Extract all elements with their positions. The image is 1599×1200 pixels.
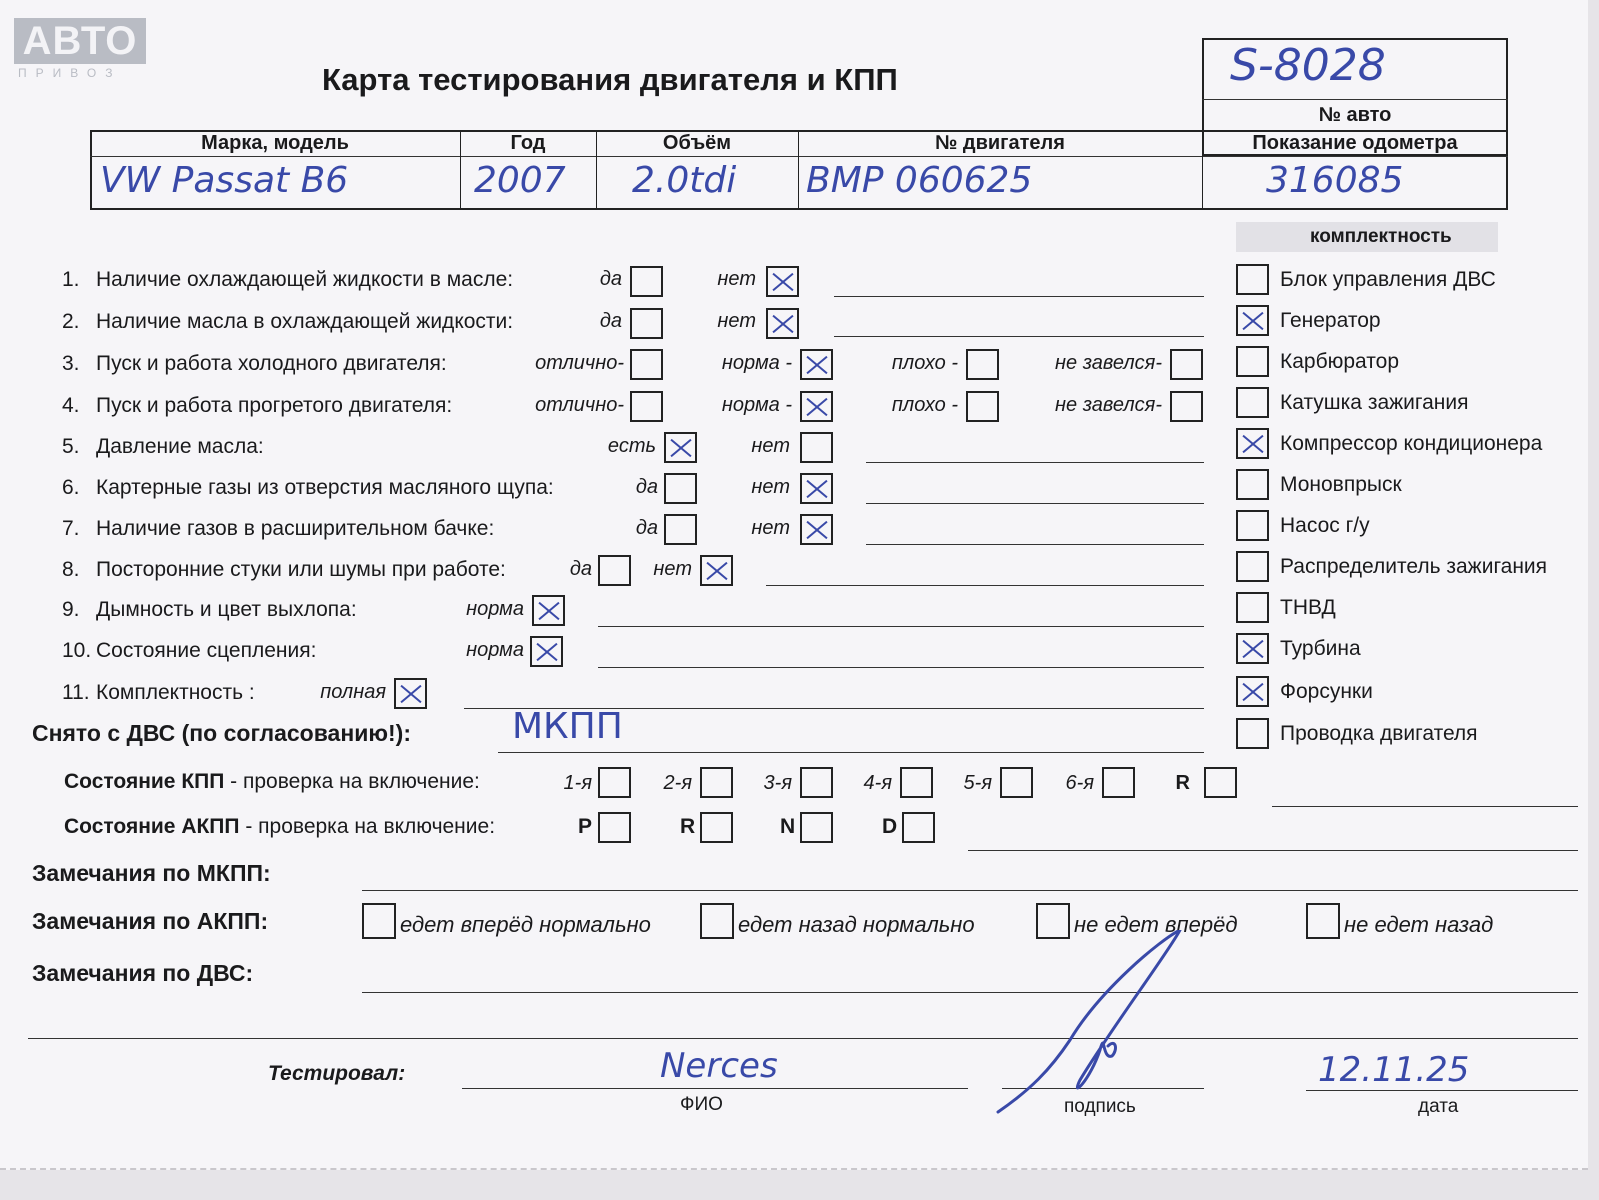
- option-label: нет: [717, 268, 756, 290]
- engine-number-value: BMP 060625: [806, 160, 1033, 201]
- note-line: [766, 585, 1204, 586]
- option-label: отлично-: [535, 352, 624, 374]
- company-logo: АВТО: [14, 18, 146, 64]
- col-header-model: Марка, модель: [201, 132, 349, 154]
- question-number: 9.: [62, 598, 80, 621]
- checkbox-q11-complete[interactable]: [394, 678, 427, 709]
- checkbox-q10-normal[interactable]: [530, 636, 563, 667]
- option-label: не завелся-: [1055, 352, 1162, 374]
- checkbox-q8-yes[interactable]: [598, 555, 631, 586]
- checkbox-q1-no[interactable]: [766, 266, 799, 297]
- note-line: [1272, 806, 1578, 807]
- question-number: 10.: [62, 639, 92, 662]
- kit-item-label: Катушка зажигания: [1280, 391, 1469, 414]
- question-text: Комплектность :: [96, 681, 255, 704]
- note-line: [866, 503, 1204, 504]
- checkbox-q7-no[interactable]: [800, 514, 833, 545]
- question-text: Посторонние стуки или шумы при работе:: [96, 558, 506, 581]
- kit-item-label: Моновпрыск: [1280, 473, 1402, 496]
- option-label: нет: [653, 558, 692, 580]
- company-logo-subtitle: ПРИВОЗ: [18, 66, 122, 80]
- kit-checkbox[interactable]: [1236, 718, 1269, 749]
- kpp-label-bold: Состояние КПП: [64, 770, 225, 793]
- kit-checkbox[interactable]: [1236, 551, 1269, 582]
- akpp-checkbox-forward-ok[interactable]: [362, 903, 396, 939]
- volume-value: 2.0tdi: [632, 160, 737, 201]
- kit-title: комплектность: [1310, 226, 1452, 247]
- kit-item-label: Блок управления ДВС: [1280, 268, 1496, 291]
- kit-checkbox[interactable]: [1236, 510, 1269, 541]
- checkbox-q8-no[interactable]: [700, 555, 733, 586]
- gear-label: 4-я: [863, 772, 892, 794]
- gear-label: 1-я: [563, 772, 592, 794]
- question-text: Наличие газов в расширительном бачке:: [96, 517, 495, 540]
- akpp-checkbox-reverse-ok[interactable]: [700, 903, 734, 939]
- removed-label: Снято с ДВС (по согласованию!):: [32, 720, 411, 746]
- mode-label: D: [882, 815, 898, 838]
- gear-checkbox-2[interactable]: [700, 767, 733, 798]
- option-label: нет: [751, 435, 790, 457]
- gear-checkbox-r[interactable]: [1204, 767, 1237, 798]
- kit-item-label: Турбина: [1280, 637, 1361, 660]
- checkbox-q3-normal[interactable]: [800, 349, 833, 380]
- question-text: Давление масла:: [96, 435, 264, 458]
- gear-checkbox-5[interactable]: [1000, 767, 1033, 798]
- checkbox-q4-no-start[interactable]: [1170, 391, 1203, 422]
- note-line: [866, 462, 1204, 463]
- note-line: [498, 752, 1204, 753]
- signature-image: [990, 930, 1200, 1120]
- checkbox-q5-yes[interactable]: [664, 432, 697, 463]
- akpp-option-label: едет вперёд нормально: [400, 912, 651, 937]
- note-line: [834, 296, 1204, 297]
- akpp-checkbox-no-reverse[interactable]: [1306, 903, 1340, 939]
- option-label: плохо -: [891, 352, 958, 374]
- mode-checkbox-n[interactable]: [800, 812, 833, 843]
- checkbox-q2-yes[interactable]: [630, 308, 663, 339]
- kit-item-label: Компрессор кондиционера: [1280, 432, 1543, 455]
- test-date: 12.11.25: [1318, 1050, 1470, 1090]
- question-text: Картерные газы из отверстия масляного щупа:: [96, 476, 554, 499]
- checkbox-q5-no[interactable]: [800, 432, 833, 463]
- mode-checkbox-p[interactable]: [598, 812, 631, 843]
- note-line: [834, 336, 1204, 337]
- question-text: Состояние сцепления:: [96, 639, 317, 662]
- question-number: 11.: [62, 681, 90, 704]
- gear-label: 5-я: [963, 772, 992, 794]
- option-label: да: [569, 558, 592, 580]
- date-line: [1306, 1090, 1578, 1091]
- option-label: не завелся-: [1055, 394, 1162, 416]
- option-label: есть: [607, 435, 656, 457]
- auto-number-label: № авто: [1318, 104, 1392, 126]
- question-text: Пуск и работа прогретого двигателя:: [96, 394, 453, 417]
- checkbox-q2-no[interactable]: [766, 308, 799, 339]
- signature-caption: подпись: [1064, 1096, 1136, 1117]
- kit-checkbox[interactable]: [1236, 264, 1269, 295]
- divider: [1202, 99, 1508, 100]
- mode-label: P: [578, 815, 593, 838]
- option-label: да: [635, 476, 658, 498]
- checkbox-q9-normal[interactable]: [532, 595, 565, 626]
- gear-label: 3-я: [763, 772, 792, 794]
- note-line: [598, 626, 1204, 627]
- col-header-year: Год: [510, 132, 546, 154]
- gear-checkbox-4[interactable]: [900, 767, 933, 798]
- question-number: 6.: [62, 476, 80, 499]
- col-header-engine-number: № двигателя: [935, 132, 1065, 154]
- date-caption: дата: [1418, 1096, 1459, 1117]
- akpp-option-label: не едет вперёд: [1074, 912, 1238, 937]
- kit-item-label: Карбюратор: [1280, 350, 1400, 373]
- kit-item-label: Форсунки: [1280, 680, 1373, 703]
- option-label: полная: [320, 681, 386, 703]
- akpp-option-label: не едет назад: [1344, 912, 1494, 937]
- option-label: нет: [751, 476, 790, 498]
- remarks-akpp-label: Замечания по АКПП:: [32, 908, 269, 934]
- question-number: 7.: [62, 517, 80, 540]
- note-line: [598, 667, 1204, 668]
- page-title: Карта тестирования двигателя и КПП: [322, 62, 898, 97]
- option-label: нет: [751, 517, 790, 539]
- option-label: норма -: [721, 394, 792, 416]
- tested-label: Тестировал:: [268, 1062, 406, 1085]
- option-label: норма: [466, 598, 524, 620]
- option-label: отлично-: [535, 394, 624, 416]
- kit-checkbox[interactable]: [1236, 346, 1269, 377]
- kit-item-label: ТНВД: [1280, 596, 1336, 619]
- col-header-volume: Объём: [662, 132, 732, 154]
- question-number: 3.: [62, 352, 80, 375]
- option-label: нет: [717, 310, 756, 332]
- gear-label: 2-я: [663, 772, 692, 794]
- remarks-mkpp-label: Замечания по МКПП:: [32, 860, 271, 886]
- question-text: Пуск и работа холодного двигателя:: [96, 352, 447, 375]
- name-line: [462, 1088, 968, 1089]
- option-label: норма: [466, 639, 524, 661]
- checkbox-q3-no-start[interactable]: [1170, 349, 1203, 380]
- checkbox-q4-normal[interactable]: [800, 391, 833, 422]
- option-label: плохо -: [891, 394, 958, 416]
- kit-item-label: Распределитель зажигания: [1280, 555, 1548, 578]
- option-label: да: [635, 517, 658, 539]
- akpp-label-bold: Состояние АКПП: [64, 815, 240, 838]
- mode-checkbox-d[interactable]: [902, 812, 935, 843]
- kit-checkbox[interactable]: [1236, 428, 1269, 459]
- akpp-label-rest: - проверка на включение:: [239, 815, 496, 838]
- checkbox-q6-yes[interactable]: [664, 473, 697, 504]
- removed-value: МКПП: [512, 706, 623, 747]
- kit-checkbox[interactable]: [1236, 305, 1269, 336]
- note-line: [28, 1038, 1578, 1039]
- checkbox-q4-excellent[interactable]: [630, 391, 663, 422]
- name-caption: ФИО: [680, 1094, 723, 1115]
- kpp-label: [64, 770, 480, 794]
- akpp-option-label: едет назад нормально: [738, 912, 975, 937]
- gear-checkbox-1[interactable]: [598, 767, 631, 798]
- note-line: [866, 544, 1204, 545]
- note-line: [362, 890, 1578, 891]
- question-number: 5.: [62, 435, 80, 458]
- question-text: Дымность и цвет выхлопа:: [96, 598, 357, 621]
- kpp-label-rest: - проверка на включение:: [224, 770, 480, 793]
- gear-checkbox-6[interactable]: [1102, 767, 1135, 798]
- mode-label: N: [780, 815, 796, 838]
- col-header-odometer: Показание одометра: [1252, 132, 1458, 154]
- checkbox-q3-bad[interactable]: [966, 349, 999, 380]
- akpp-label: [64, 815, 495, 839]
- question-text: Наличие масла в охлаждающей жидкости:: [96, 310, 514, 333]
- question-text: Наличие охлаждающей жидкости в масле:: [96, 268, 514, 291]
- auto-number-value: S-8028: [1230, 40, 1386, 91]
- kit-checkbox[interactable]: [1236, 592, 1269, 623]
- gear-label: 6-я: [1065, 772, 1094, 794]
- tester-name: Nerces: [660, 1046, 778, 1086]
- note-line: [968, 850, 1578, 851]
- mode-checkbox-r[interactable]: [700, 812, 733, 843]
- odometer-value: 316085: [1266, 160, 1404, 201]
- remarks-dvs-label: Замечания по ДВС:: [32, 960, 254, 986]
- option-label: да: [599, 310, 622, 332]
- divider: [90, 156, 1508, 157]
- question-number: 1.: [62, 268, 80, 291]
- mode-label: R: [680, 815, 696, 838]
- option-label: да: [599, 268, 622, 290]
- note-line: [362, 992, 1578, 993]
- gear-checkbox-3[interactable]: [800, 767, 833, 798]
- checkbox-q1-yes[interactable]: [630, 266, 663, 297]
- kit-checkbox[interactable]: [1236, 469, 1269, 500]
- kit-item-label: Проводка двигателя: [1280, 722, 1478, 745]
- checkbox-q3-excellent[interactable]: [630, 349, 663, 380]
- kit-item-label: Генератор: [1280, 309, 1381, 332]
- question-number: 2.: [62, 310, 80, 333]
- kit-checkbox[interactable]: [1236, 633, 1269, 664]
- checkbox-q7-yes[interactable]: [664, 514, 697, 545]
- model-value: VW Passat B6: [100, 160, 349, 201]
- checkbox-q6-no[interactable]: [800, 473, 833, 504]
- gear-label: R: [1175, 772, 1190, 794]
- checkbox-q4-bad[interactable]: [966, 391, 999, 422]
- kit-item-label: Насос г/у: [1280, 514, 1370, 537]
- year-value: 2007: [474, 160, 566, 201]
- question-number: 4.: [62, 394, 80, 417]
- option-label: норма -: [721, 352, 792, 374]
- kit-checkbox[interactable]: [1236, 387, 1269, 418]
- question-number: 8.: [62, 558, 80, 581]
- kit-checkbox[interactable]: [1236, 676, 1269, 707]
